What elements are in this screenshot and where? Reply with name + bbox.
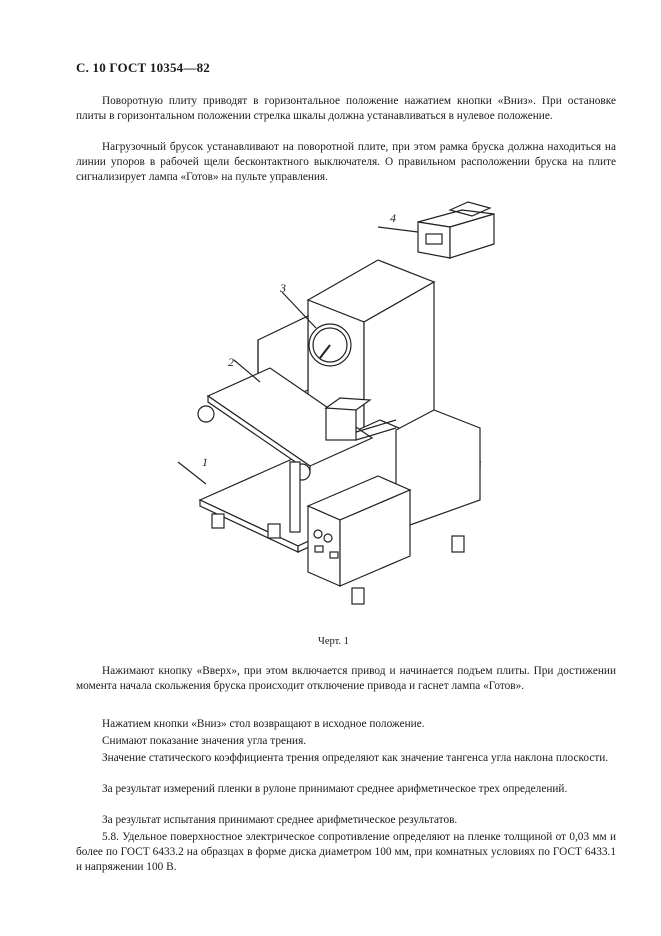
label-3: 3 (280, 281, 286, 295)
paragraph-button-down: Нажатием кнопки «Вниз» стол возвращают в исходное положение. (102, 718, 425, 730)
paragraph-load-block: Нагрузочный брусок устанавливают на поворотной плите, при этом рамка бруска должна находиться на линии упоров в рабочей щели бесконтактного выключателя. О правильном расположении бруска на плите сигнализирует лампа «Готов» на пульте управления. (76, 141, 616, 184)
paragraph-5-8: 5.8. Удельное поверхностное электрическое сопротивление определяют на пленке толщиной от 0,03 мм и более по ГОСТ 6433.2 на образцах в форме диска диаметром 100 мм, при комнатных условиях по ГОСТ 6433.1 и напряжении 100 В. (76, 831, 616, 874)
label-2: 2 (228, 355, 234, 369)
paragraph-coefficient: Значение статического коэффициента трения определяют как значение тангенса угла наклона плоскости. (102, 752, 609, 764)
paragraph-plate-position: Поворотную плиту приводят в горизонтальное положение нажатием кнопки «Вниз». При остановке плиты в горизонтальном положении стрелка шкалы должна устанавливаться в нулевое положение. (76, 95, 616, 123)
paragraph-roll-result: За результат измерений пленки в рулоне принимают среднее арифметическое трех определений. (102, 783, 568, 795)
paragraph-button-up: Нажимают кнопку «Вверх», при этом включается привод и начинается подъем плиты. При достижении момента начала скольжения бруска происходит отключение привода и гаснет лампа «Готов». (76, 665, 616, 693)
page-header: С. 10 ГОСТ 10354—82 (76, 60, 210, 75)
label-1: 1 (202, 455, 208, 469)
figure-caption: Черт. 1 (318, 636, 349, 647)
apparatus-drawing (150, 200, 510, 620)
paragraph-reading: Снимают показание значения угла трения. (102, 735, 307, 747)
paragraph-test-result: За результат испытания принимают среднее арифметическое результатов. (102, 814, 458, 826)
label-4: 4 (390, 211, 396, 225)
